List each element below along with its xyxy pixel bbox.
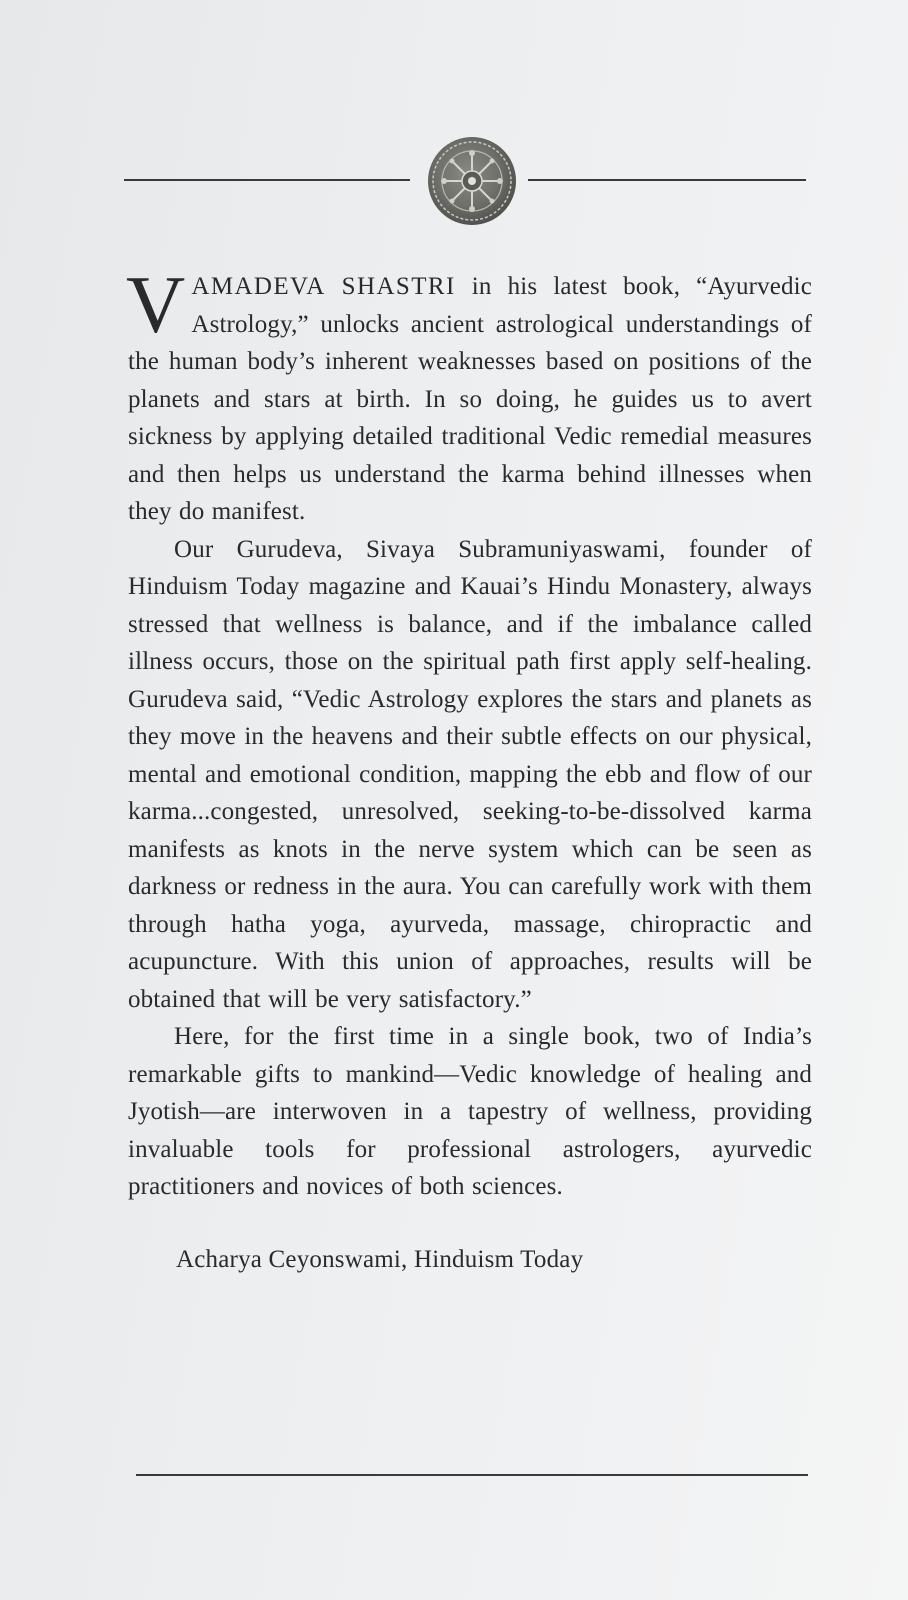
lead-paragraph-text: in his latest book, “Ayurvedic Astrology,” unlocks ancient astrological understandings of the human body’s inherent weaknesses based on positions of the planets and stars at birth. In so doing, he guides us to avert sickness by applying detailed traditional Vedic remedial measures and then helps us understand the karma behind illnesses when they do manifest. — [128, 273, 812, 525]
lead-paragraph — [126, 259, 812, 531]
author-name-caps: AMADEVA SHASTRI — [191, 273, 456, 300]
paragraph-gurudeva: Our Gurudeva, Sivaya Subramuniyaswami, founder of Hinduism Today magazine and Kauai’s Hindu Monastery, always stressed that wellness is balance, and if the imbalance called illness occurs, those on the spiritual path first apply self-healing. Gurudeva said, “Vedic Astrology explores the stars and planets as they move in the heavens and their subtle effects on our physical, mental and emotional condition, mapping the ebb and flow of our karma...congested, unresolved, seeking-to-be-dissolved karma manifests as knots in the nerve system which can be seen as darkness or redness in the aura. You can carefully work with them through hatha yoga, ayurveda, massage, chiropractic and acupuncture. With this union of approaches, results will be obtained that will be very satisfactory.” — [128, 535, 812, 1013]
review-signature: Acharya Ceyonswami, Hinduism Today — [176, 1245, 584, 1273]
review-text — [126, 259, 812, 1278]
dharma-wheel-medallion-icon — [426, 135, 518, 227]
header-ornament — [124, 135, 806, 227]
divider-rule-bottom — [136, 1474, 808, 1476]
divider-rule-right — [528, 179, 806, 181]
paragraph-summary: Here, for the first time in a single book, two of India’s remarkable gifts to mankind—Vedic knowledge of healing and Jyotish—are interwoven in a tapestry of wellness, providing invaluable tools for professional astrologers, ayurvedic practitioners and novices of both sciences. — [128, 1023, 812, 1200]
divider-rule-left — [124, 179, 410, 181]
drop-cap-letter: V — [126, 259, 186, 350]
